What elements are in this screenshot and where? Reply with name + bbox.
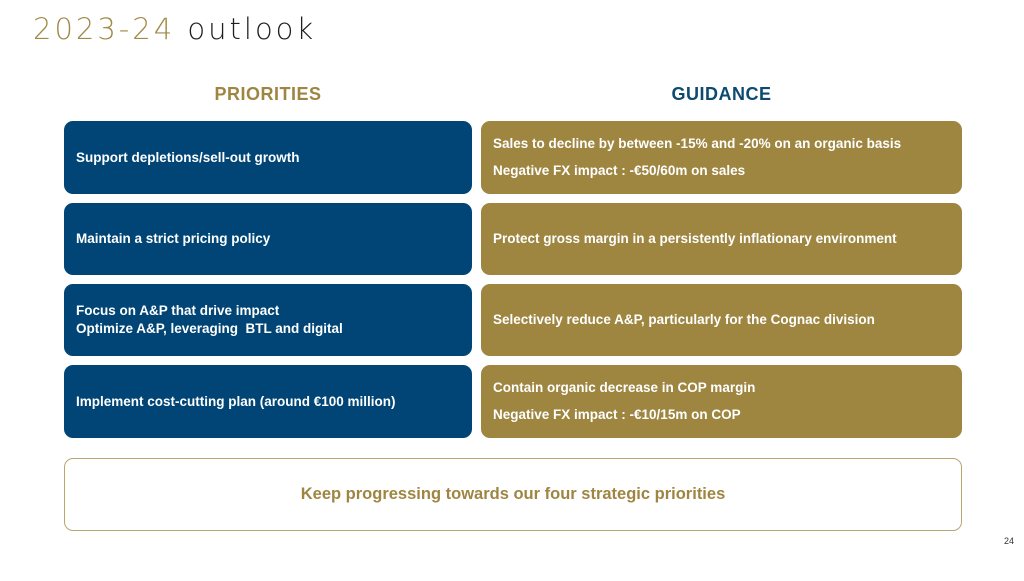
guidance-box-2 [481, 203, 962, 275]
guidance-2-line-1: Protect gross margin in a persistently inflationary environment [493, 231, 897, 246]
guidance-3-line-1: Selectively reduce A&P, particularly for the Cognac division [493, 312, 875, 327]
priority-3-line-2: Optimize A&P, leveraging BTL and digital [76, 321, 343, 336]
title-text: outlook [187, 12, 317, 46]
priority-2-line-1: Maintain a strict pricing policy [76, 231, 271, 246]
priorities-heading: PRIORITIES [214, 84, 322, 104]
page-title [33, 12, 316, 46]
title-year: 2023-24 [33, 12, 176, 46]
priority-box-3 [64, 284, 472, 356]
priority-1-line-1: Support depletions/sell-out growth [76, 149, 300, 165]
priority-4-line-1: Implement cost-cutting plan (around €100 million) [76, 393, 396, 409]
strategic-priorities-banner [64, 458, 962, 531]
guidance-1-line-1: Sales to decline by between -15% and -20% on an organic basis [493, 136, 902, 151]
priority-box-2 [64, 203, 472, 275]
guidance-box-3 [481, 284, 962, 356]
guidance-box-1 [481, 121, 962, 194]
strategic-priorities-text: Keep progressing towards our four strategic priorities [300, 485, 726, 503]
guidance-1-line-2: Negative FX impact : -€50/60m on sales [493, 163, 746, 178]
guidance-4-line-2: Negative FX impact : -€10/15m on COP [493, 407, 741, 422]
priority-box-1 [64, 121, 472, 194]
priority-3-line-1: Focus on A&P that drive impact [76, 303, 280, 318]
guidance-4-line-1: Contain organic decrease in COP margin [493, 380, 756, 395]
guidance-box-4 [481, 365, 962, 438]
page-number: 24 [1003, 536, 1014, 546]
guidance-heading: GUIDANCE [671, 84, 772, 104]
priority-box-4 [64, 365, 472, 438]
